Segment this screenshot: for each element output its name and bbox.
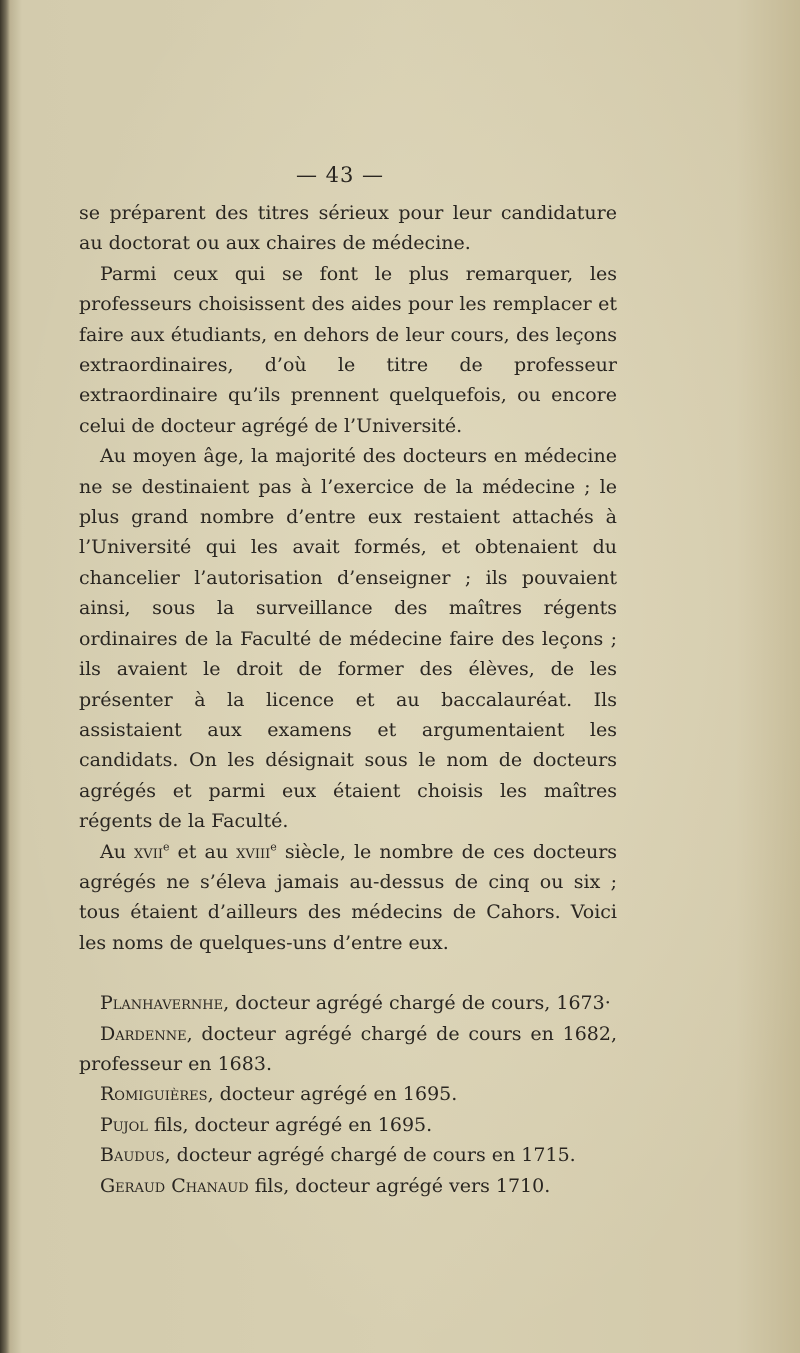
- paragraph-4: [79, 837, 617, 959]
- person-name: Romiguières: [100, 1083, 208, 1106]
- list-item: [79, 1140, 617, 1170]
- person-details: , docteur agrégé chargé de cours en 1715.: [164, 1144, 576, 1167]
- list-item: [79, 1110, 617, 1140]
- person-name: Baudus: [100, 1144, 165, 1167]
- century-18-suffix: e: [270, 840, 277, 854]
- paragraph-1: se préparent des titres sérieux pour leur candidature au doctorat ou aux chaires de médecine.: [79, 202, 617, 255]
- list-item: [79, 1171, 617, 1201]
- person-details: , docteur agrégé en 1695.: [207, 1083, 458, 1106]
- person-details: , docteur agrégé chargé de cours en 1682, professeur en 1683.: [79, 1022, 617, 1075]
- century-17-suffix: e: [162, 840, 170, 854]
- person-details: fils, docteur agrégé vers 1710.: [248, 1174, 551, 1197]
- p4-post: siècle, le nombre de ces docteurs agrégés ne s’éleva jamais au-dessus de cinq ou six ; tous étaient d’ailleurs des médecins de Cahors. Voici les noms de quelques-uns d’entre eux.: [79, 840, 618, 954]
- paragraph-2: Parmi ceux qui se font le plus remarquer, les professeurs choisissent des aides pour les remplacer et faire aux étudiants, en dehors de leur cours, des leçons extraordinaires, d’où le titre de professeur extraordinaire qu’ils prennent quelquefois, ou encore celui de docteur agrégé de l’Université.: [79, 262, 617, 437]
- person-name: Planhavernhe: [100, 992, 224, 1015]
- century-18: xviii: [236, 840, 271, 863]
- list-item: [79, 988, 617, 1018]
- p4-mid: et au: [169, 840, 237, 863]
- person-name: Pujol: [100, 1113, 148, 1136]
- list-item: [79, 1079, 617, 1109]
- century-17: xvii: [134, 840, 163, 863]
- person-name: Dardenne: [100, 1022, 187, 1045]
- names-list: [79, 988, 617, 1201]
- person-details: , docteur agrégé chargé de cours, 1673·: [223, 992, 611, 1015]
- list-item: [79, 1019, 617, 1080]
- page-number: — 43 —: [295, 163, 385, 187]
- p4-pre: Au: [100, 840, 135, 863]
- paragraph-3: Au moyen âge, la majorité des docteurs en médecine ne se destinaient pas à l’exercice de la médecine ; le plus grand nombre d’entre eux restaient attachés à l’Université qui les avait formés, et obtenaient du chancelier l’autorisation d’enseigner ; ils pouvaient ainsi, sous la surveillance des maîtres régents ordinaires de la Faculté de médecine faire des leçons ; ils avaient le droit de former des élèves, de les présenter à la licence et au baccalauréat. Ils assistaient aux examens et argumentaient les candidats. On les désignait sous le nom de docteurs agrégés et parmi eux étaient choisis les maîtres régents de la Faculté.: [79, 445, 617, 833]
- page-binding-shadow: [0, 0, 10, 1353]
- person-details: fils, docteur agrégé en 1695.: [147, 1113, 433, 1136]
- body-text: [79, 198, 617, 1201]
- person-name: Geraud Chanaud: [100, 1174, 249, 1197]
